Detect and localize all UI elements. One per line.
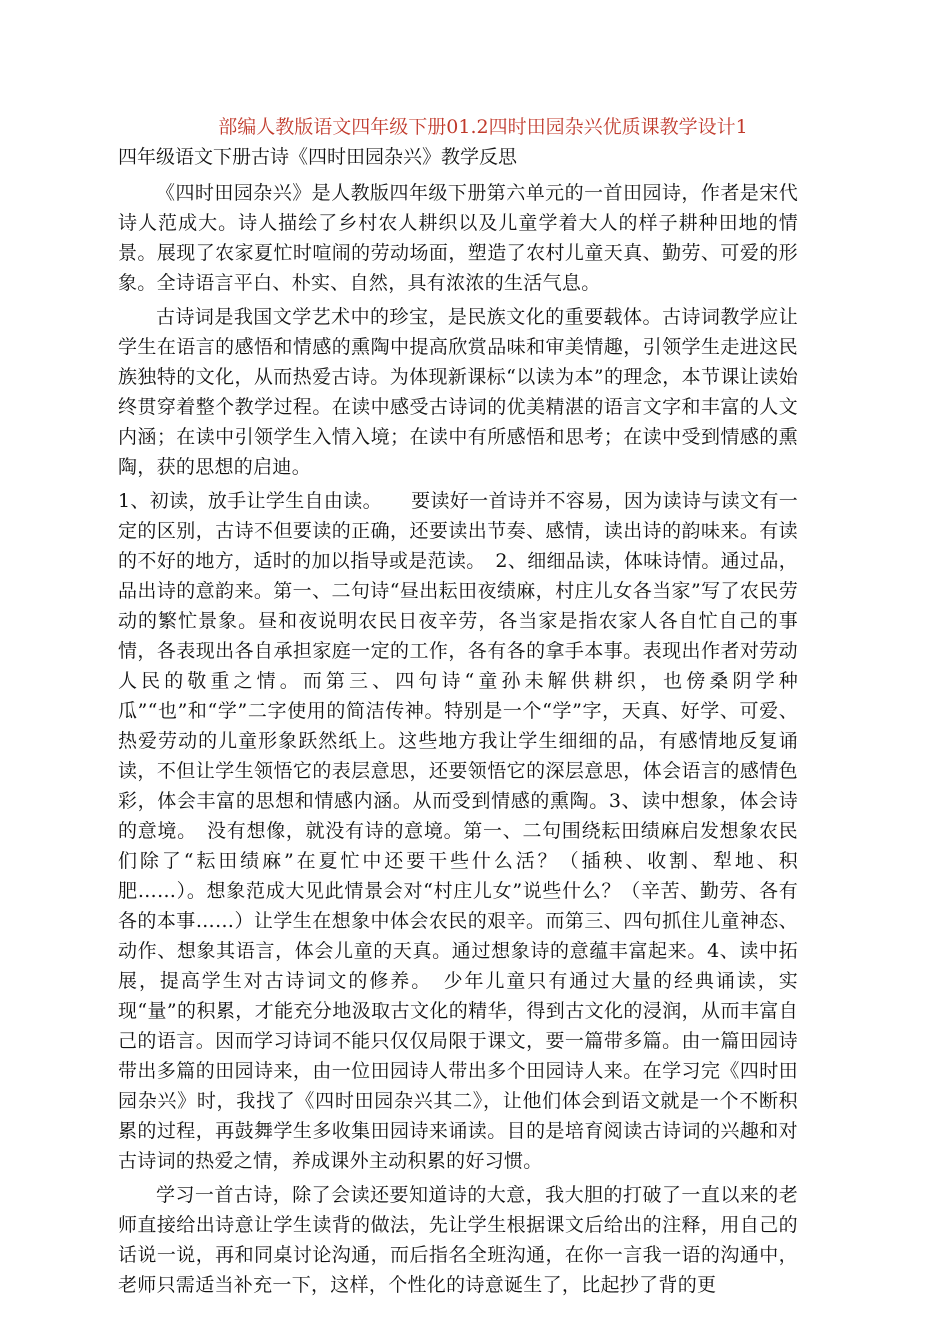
document-subtitle: 四年级语文下册古诗《四时田园杂兴》教学反思: [118, 146, 518, 168]
paragraph-poem-meaning: 学习一首古诗，除了会读还要知道诗的大意，我大胆的打破了一直以来的老师直接给出诗意让学生读背的做法，先让学生根据课文后给出的注释，用自己的话说一说，再和同桌讨论沟通，而后指名全班沟通，在你一言我一语的沟通中，老师只需适当补充一下，这样，个性化的诗意诞生了，比起抄了背的更: [118, 1184, 798, 1296]
document-title: 部编人教版语文四年级下册01.2四时田园杂兴优质课教学设计1: [218, 116, 748, 138]
document-page: [118, 112, 798, 1300]
paragraph-teaching-steps: 1、初读，放手让学生自由读。 要读好一首诗并不容易，因为读诗与读文有一定的区别，古诗不但要读的正确，还要读出节奏、感情，读出诗的韵味来。有读的不好的地方，适时的加以指导或是范读。 2、细细品读，体味诗情。通过品，品出诗的意韵来。第一、二句诗“昼出耘田夜绩麻，村庄儿女各当家”写了农民劳动的繁忙景象。昼和夜说明农民日夜辛劳，各当家是指农家人各自忙自己的事情，各表现出各自承担家庭一定的工作，各有各的拿手本事。表现出作者对劳动人民的敬重之情。而第三、四句诗“童孙未解供耕织，也傍桑阴学种瓜”“也”和“学”二字使用的简洁传神。特别是一个“学”字，天真、好学、可爱、热爱劳动的儿童形象跃然纸上。这些地方我让学生细细的品，有感情地反复诵读，不但让学生领悟它的表层意思，还要领悟它的深层意思，体会语言的感情色彩，体会丰富的思想和情感内涵。从而受到情感的熏陶。3、读中想象，体会诗的意境。 没有想像，就没有诗的意境。第一、二句围绕耘田绩麻启发想象农民们除了“耘田绩麻”在夏忙中还要干些什么活？（插秧、收割、犁地、积肥……）。想象范成大见此情景会对“村庄儿女”说些什么？（辛苦、勤劳、各有各的本事……）让学生在想象中体会农民的艰辛。而第三、四句抓住儿童神态、动作、想象其语言，体会儿童的天真。通过想象诗的意蕴丰富起来。4、读中拓展，提高学生对古诗词文的修养。 少年儿童只有通过大量的经典诵读，实现“量”的积累，才能充分地汲取古文化的精华，得到古文化的浸润，从而丰富自己的语言。因而学习诗词不能只仅仅局限于课文，要一篇带多篇。由一篇田园诗带出多篇的田园诗来，由一位田园诗人带出多个田园诗人来。在学习完《四时田园杂兴》时，我找了《四时田园杂兴其二》，让他们体会到语文就是一个不断积累的过程，再鼓舞学生多收集田园诗来诵读。目的是培育阅读古诗词的兴趣和对古诗词的热爱之情，养成课外主动积累的好习惯。: [118, 490, 798, 1172]
paragraph-reading-principle: 古诗词是我国文学艺术中的珍宝，是民族文化的重要载体。古诗词教学应让学生在语言的感悟和情感的熏陶中提高欣赏品味和审美情趣，引领学生走进这民族独特的文化，从而热爱古诗。为体现新课标“以读为本”的理念，本节课让读始终贯穿着整个教学过程。在读中感受古诗词的优美精湛的语言文字和丰富的人文内涵；在读中引领学生入情入境；在读中有所感悟和思考；在读中受到情感的熏陶，获的思想的启迪。: [118, 306, 798, 478]
paragraph-intro: 《四时田园杂兴》是人教版四年级下册第六单元的一首田园诗，作者是宋代诗人范成大。诗人描绘了乡村农人耕织以及儿童学着大人的样子耕种田地的情景。展现了农家夏忙时喧闹的劳动场面，塑造了农村儿童天真、勤劳、可爱的形象。全诗语言平白、朴实、自然，具有浓浓的生活气息。: [118, 182, 798, 294]
